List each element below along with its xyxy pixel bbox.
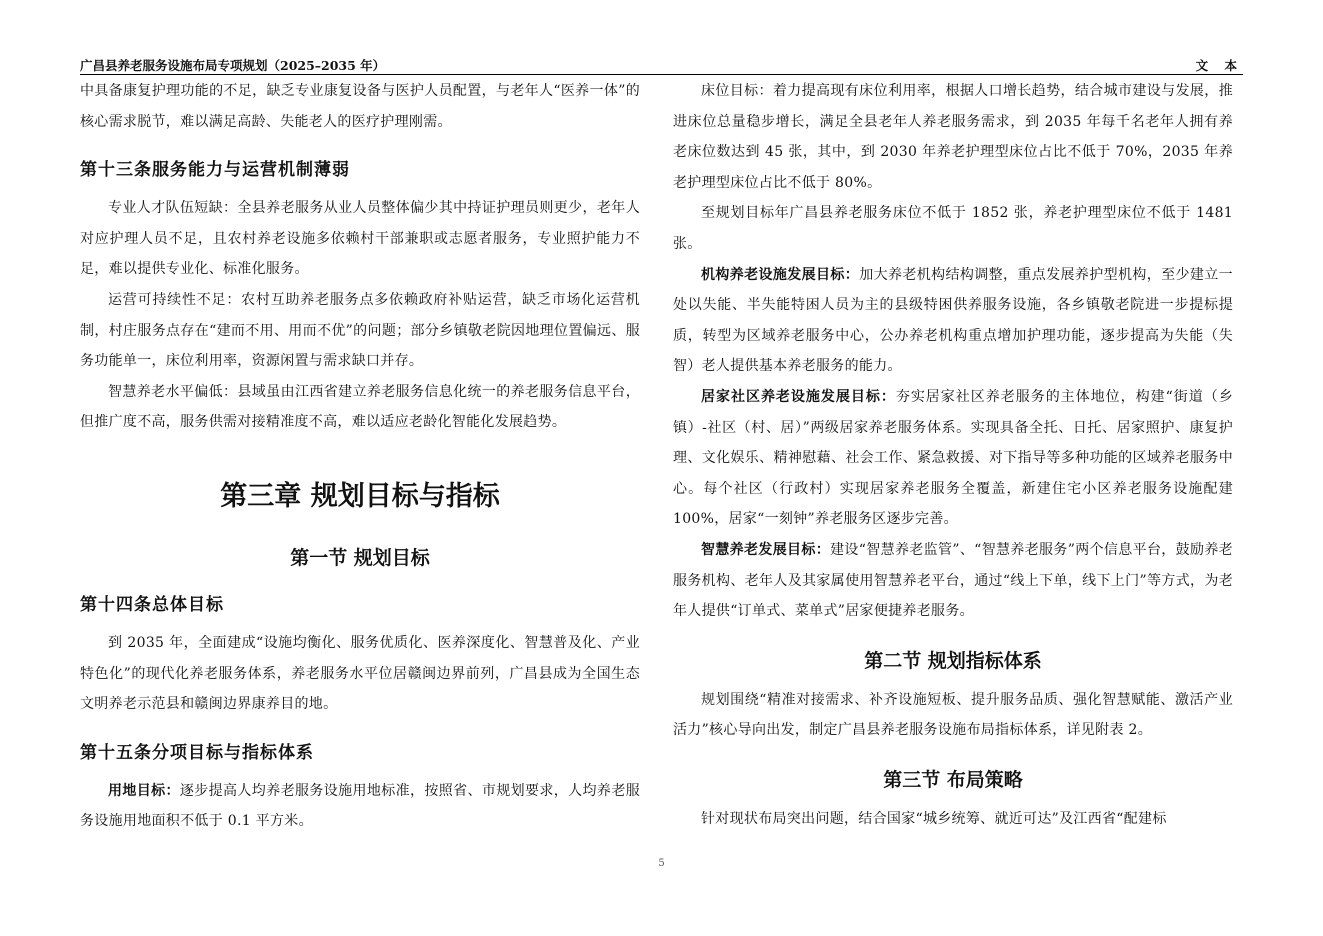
- document-title: 广昌县养老服务设施布局专项规划（2025–2035 年）: [80, 58, 386, 73]
- home-community-target-paragraph: [673, 382, 1233, 535]
- bed-total-paragraph: 至规划目标年广昌县养老服务床位不低于 1852 张，养老护理型床位不低于 1481 张。: [673, 205, 1233, 252]
- land-target-paragraph: [80, 776, 640, 837]
- page-number: 5: [658, 858, 665, 869]
- section-2-paragraph: 规划围绕“精准对接需求、补齐设施短板、提升服务品质、强化智慧赋能、激活产业活力”核心导向出发，制定广昌县养老服务设施布局指标体系，详见附表 2。: [673, 691, 1233, 739]
- section-3-paragraph: 针对现状布局突出问题，结合国家“城乡统筹、就近可达”及江西省“配建标: [701, 810, 1167, 827]
- institution-target-keyword: 机构养老设施发展目标：: [701, 266, 860, 283]
- document-type: 文 本: [1195, 58, 1243, 73]
- intro-paragraph: 中具备康复护理功能的不足，缺乏专业康复设备与医护人员配置，与老年人“医养一体”的核心需求脱节，难以满足高龄、失能老人的医疗护理刚需。: [80, 83, 640, 130]
- smart-care-target-keyword: 智慧养老发展目标：: [701, 541, 831, 558]
- section-1-title: 第一节 规划目标: [290, 546, 430, 569]
- article-14-heading: 第十四条总体目标: [80, 594, 224, 615]
- article-14-paragraph: 到 2035 年，全面建成“设施均衡化、服务优质化、医养深度化、智慧普及化、产业特色化”的现代化养老服务体系，养老服务水平位居赣闽边界前列，广昌县成为全国生态文明养老示范县和赣闽边界康养目的地。: [80, 634, 640, 713]
- home-community-target-keyword: 居家社区养老设施发展目标：: [701, 388, 896, 405]
- institution-target-paragraph: [673, 260, 1233, 382]
- section-2-title: 第二节 规划指标体系: [864, 649, 1042, 672]
- left-column: [80, 76, 640, 837]
- chapter-title: 第三章 规划目标与指标: [220, 480, 500, 512]
- institution-target-text: 加大养老机构结构调整，重点发展养护型机构，至少建立一处以失能、半失能特困人员为主的县级特困供养服务设施，各乡镇敬老院进一步提标提质，转型为区域养老服务中心，公办养老机构重点增加护理功能，逐步提高为失能（失智）老人提供基本养老服务的能力。: [673, 266, 1233, 375]
- smart-care-target-text: 建设“智慧养老监管”、“智慧养老服务”两个信息平台，鼓励养老服务机构、老年人及其家属使用智慧养老平台，通过“线上下单，线下上门”等方式，为老年人提供“订单式、菜单式”居家便捷养老服务。: [673, 541, 1233, 620]
- article-15-heading: 第十五条分项目标与指标体系: [80, 742, 314, 763]
- right-column: [673, 76, 1233, 834]
- page-header: [80, 56, 1243, 75]
- smart-care-target-paragraph: [673, 535, 1233, 627]
- bed-target-paragraph: 床位目标：着力提高现有床位利用率，根据人口增长趋势，结合城市建设与发展，推进床位总量稳步增长，满足全县老年人养老服务需求，到 2035 年每千名老年人拥有养老床位数达到 45 张，其中，到 2030 年养老护理型床位占比不低于 70%，2035 年养老护理型床位占比不低于 80%。: [673, 83, 1233, 191]
- land-target-keyword: 用地目标：: [108, 782, 180, 799]
- home-community-target-text: 夯实居家社区养老服务的主体地位，构建“街道（乡镇）-社区（村、居）”两级居家养老服务体系。实现具备全托、日托、居家照护、康复护理、文化娱乐、精神慰藉、社会工作、紧急救援、对下指导等多种功能的区域养老服务中心。每个社区（行政村）实现居家养老服务全覆盖，新建住宅小区养老服务设施配建 100%，居家“一刻钟”养老服务区逐步完善。: [673, 388, 1233, 528]
- land-target-text: 逐步提高人均养老服务设施用地标准，按照省、市规划要求，人均养老服务设施用地面积不低于 0.1 平方米。: [80, 782, 640, 830]
- article-13-paragraph-smart: 智慧养老水平偏低：县域虽由江西省建立养老服务信息化统一的养老服务信息平台，但推广度不高，服务供需对接精准度不高，难以适应老龄化智能化发展趋势。: [80, 383, 640, 431]
- article-13-paragraph-operation: 运营可持续性不足：农村互助养老服务点多依赖政府补贴运营，缺乏市场化运营机制，村庄服务点存在“建而不用、用而不优”的问题；部分乡镇敬老院因地理位置偏远、服务功能单一，床位利用率，资源闲置与需求缺口并存。: [80, 291, 640, 370]
- article-13-heading: 第十三条服务能力与运营机制薄弱: [80, 160, 350, 181]
- article-13-paragraph-talent: 专业人才队伍短缺：全县养老服务从业人员整体偏少其中持证护理员则更少，老年人对应护理人员不足，且农村养老设施多依赖村干部兼职或志愿者服务，专业照护能力不足，难以提供专业化、标准化服务。: [80, 200, 640, 278]
- section-3-title: 第三节 布局策略: [883, 768, 1023, 791]
